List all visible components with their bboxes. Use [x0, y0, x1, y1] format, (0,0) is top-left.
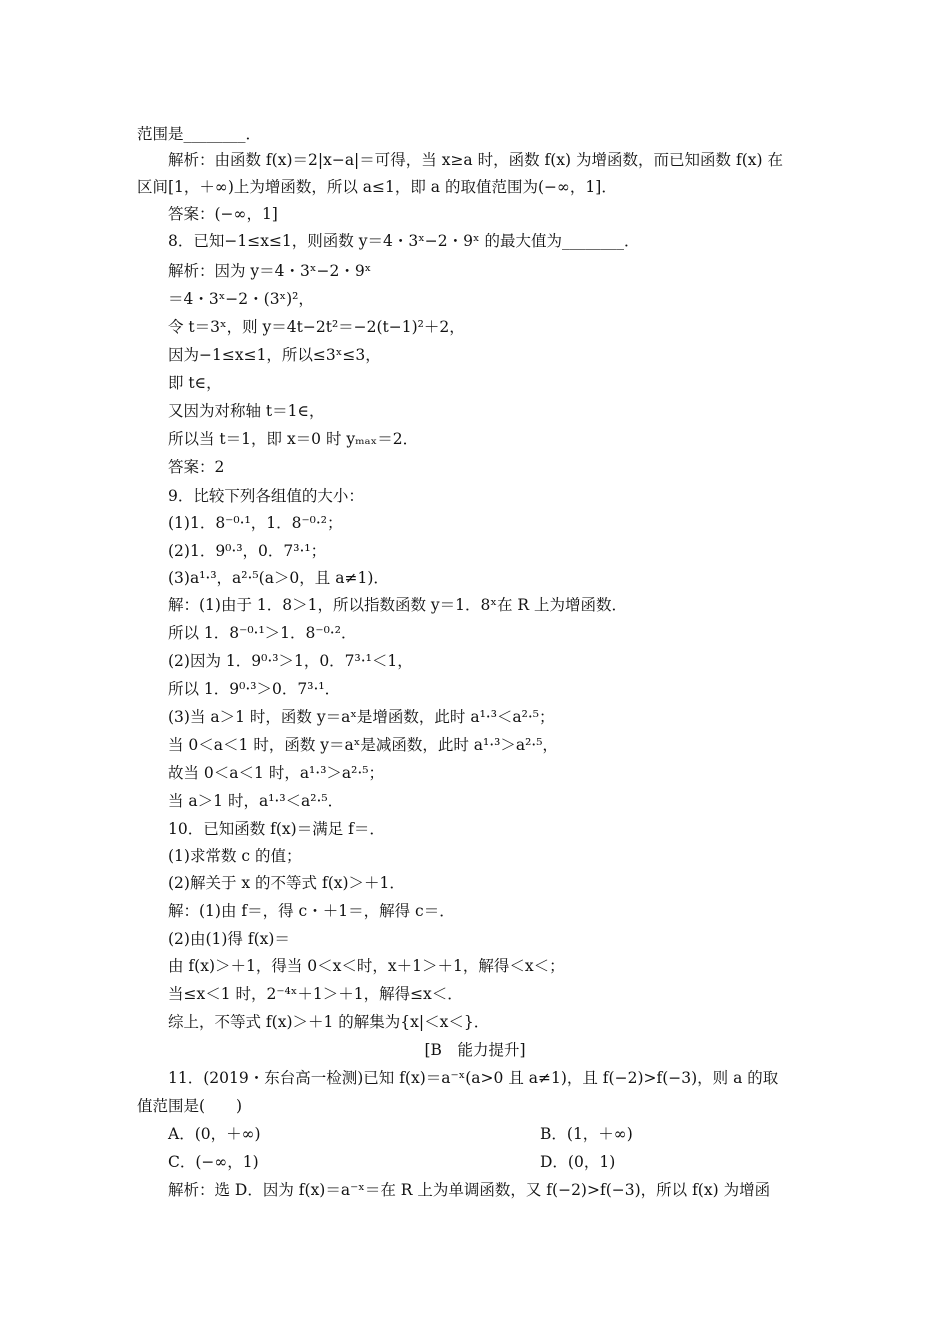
text-line: (3)当 a＞1 时，函数 y＝aˣ是增函数，此时 a¹·³＜a²·⁵；	[168, 708, 555, 726]
text-line: 故当 0＜a＜1 时，a¹·³＞a²·⁵；	[168, 764, 385, 782]
text-line: 所以 1．8⁻⁰·¹＞1．8⁻⁰·²．	[168, 624, 357, 642]
text-line: (2)由(1)得 f(x)＝	[168, 930, 290, 948]
text-line: 当 0＜a＜1 时，函数 y＝aˣ是减函数，此时 a¹·³＞a²·⁵，	[168, 736, 558, 754]
section-heading: [B 能力提升]	[424, 1041, 526, 1059]
text-line: 由 f(x)＞＋1，得当 0＜x＜时，x＋1＞＋1，解得＜x＜；	[168, 957, 565, 975]
text-line: (2)1．9⁰·³，0．7³·¹；	[168, 542, 327, 560]
answer-line: 答案：2	[168, 458, 225, 476]
question-8: 8．已知−1≤x≤1，则函数 y＝4・3ˣ−2・9ˣ 的最大值为________．	[168, 232, 640, 250]
text-line: 令 t＝3ˣ，则 y＝4t−2t²＝−2(t−1)²＋2，	[168, 318, 465, 336]
text-line: 解：(1)由于 1．8＞1，所以指数函数 y＝1．8ˣ在 R 上为增函数．	[168, 596, 627, 614]
text-line: 解析：由函数 f(x)＝2|x−a|＝可得，当 x≥a 时，函数 f(x) 为增函数，而已知函数 f(x) 在	[168, 151, 783, 169]
text-line: 解析：选 D．因为 f(x)＝a⁻ˣ＝在 R 上为单调函数，又 f(−2)>f(−3)，所以 f(x) 为增函	[168, 1181, 771, 1199]
text-line: 区间[1，＋∞)上为增函数，所以 a≤1，即 a 的取值范围为(−∞，1]．	[137, 178, 617, 196]
text-line: 所以当 t＝1，即 x＝0 时 yₘₐₓ＝2．	[168, 430, 419, 448]
text-line: 解析：因为 y＝4・3ˣ−2・9ˣ	[168, 262, 372, 280]
text-line: 所以 1．9⁰·³＞0．7³·¹．	[168, 680, 341, 698]
text-line: 解：(1)由 f＝，得 c・＋1＝，解得 c＝．	[168, 902, 455, 920]
option-d: D．(0，1)	[540, 1153, 616, 1171]
text-line: (1)1．8⁻⁰·¹，1．8⁻⁰·²；	[168, 514, 343, 532]
text-line: 因为−1≤x≤1，所以≤3ˣ≤3，	[168, 346, 381, 364]
text-line: 当 a＞1 时，a¹·³＜a²·⁵．	[168, 792, 344, 810]
text-line: 值范围是( )	[137, 1097, 243, 1115]
text-line: 综上，不等式 f(x)＞＋1 的解集为{x|＜x＜}．	[168, 1013, 490, 1031]
question-11: 11．(2019・东台高一检测)已知 f(x)＝a⁻ˣ(a>0 且 a≠1)，且 f(−2)>f(−3)，则 a 的取	[168, 1069, 779, 1087]
text-line: (2)解关于 x 的不等式 f(x)＞＋1．	[168, 874, 405, 892]
text-line: 范围是________．	[137, 125, 262, 143]
option-b: B．(1，＋∞)	[540, 1125, 633, 1143]
text-line: (2)因为 1．9⁰·³＞1，0．7³·¹＜1，	[168, 652, 413, 670]
question-9: 9．比较下列各组值的大小：	[168, 487, 364, 505]
text-line: ＝4・3ˣ−2・(3ˣ)²，	[168, 290, 314, 308]
option-a: A．(0，＋∞)	[168, 1125, 261, 1143]
answer-line: 答案：(−∞，1]	[168, 205, 278, 223]
text-line: 又因为对称轴 t＝1∈，	[168, 402, 325, 420]
option-c: C．(−∞，1)	[168, 1153, 259, 1171]
text-line: 当≤x＜1 时，2⁻⁴ˣ＋1＞＋1，解得≤x＜．	[168, 985, 463, 1003]
text-line: (3)a¹·³，a²·⁵(a＞0，且 a≠1)．	[168, 569, 389, 587]
text-line: (1)求常数 c 的值；	[168, 847, 302, 865]
text-line: 即 t∈，	[168, 374, 222, 392]
question-10: 10．已知函数 f(x)＝满足 f＝．	[168, 820, 385, 838]
